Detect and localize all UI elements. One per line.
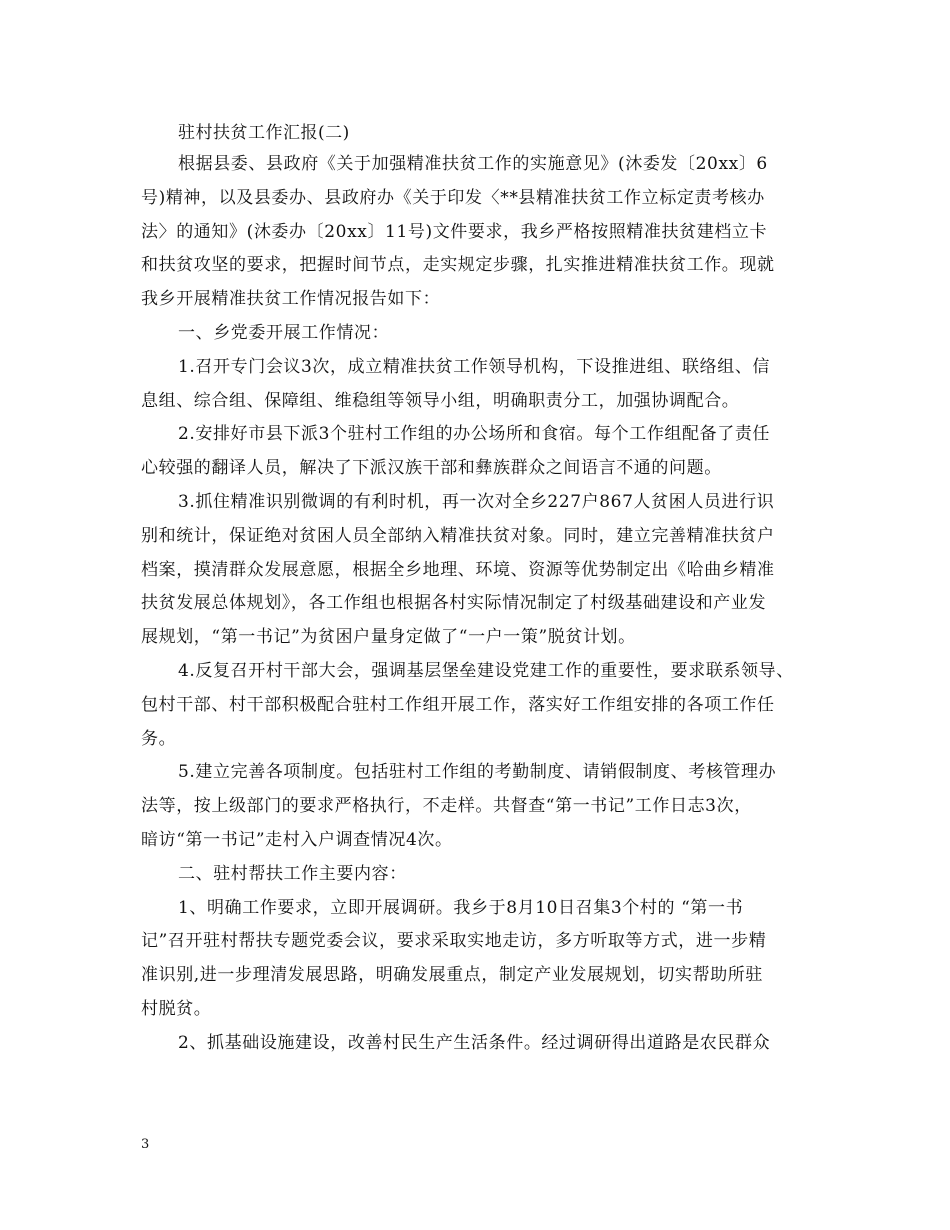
paragraph-line: 法等，按上级部门的要求严格执行，不走样。共督查“第一书记”工作日志3次， xyxy=(141,796,752,817)
paragraph-line: 法〉的通知》(沐委办〔20xx〕11号)文件要求，我乡严格按照精准扶贫建档立卡 xyxy=(141,221,768,242)
paragraph-line: 2.安排好市县下派3个驻村工作组的办公场所和食宿。每个工作组配备了责任 xyxy=(178,424,771,445)
paragraph-line: 3.抓住精准识别微调的有利时机，再一次对全乡227户867人贫困人员进行识 xyxy=(178,492,775,512)
paragraph-line: 记”召开驻村帮扶专题党委会议，要求采取实地走访，多方听取等方式，进一步精 xyxy=(141,931,767,952)
paragraph-line: 和扶贫攻坚的要求，把握时间节点，走实规定步骤，扎实推进精准扶贫工作。现就 xyxy=(141,255,775,276)
paragraph-line: 扶贫发展总体规划》，各工作组也根据各村实际情况制定了村级基础建设和产业发 xyxy=(141,593,767,614)
paragraph-line: 5.建立完善各项制度。包括驻村工作组的考勤制度、请销假制度、考核管理办 xyxy=(178,762,777,783)
paragraph-line: 4.反复召开村干部大会，强调基层堡垒建设党建工作的重要性，要求联系领导、 xyxy=(178,661,794,681)
page-number: 3 xyxy=(141,1137,150,1152)
paragraph-line: 号)精神，以及县委办、县政府办《关于印发〈**县精准扶贫工作立标定责考核办 xyxy=(141,187,765,208)
paragraph-line: 二、驻村帮扶工作主要内容： xyxy=(178,863,407,884)
paragraph-line: 村脱贫。 xyxy=(141,999,212,1019)
paragraph-line: 准识别,进一步理清发展思路，明确发展重点，制定产业发展规划，切实帮助所驻 xyxy=(141,965,764,986)
paragraph-line: 别和统计，保证绝对贫困人员全部纳入精准扶贫对象。同时，建立完善精准扶贫户 xyxy=(141,525,775,546)
document-title: 驻村扶贫工作汇报(二) xyxy=(178,123,350,143)
paragraph-line: 展规划，“第一书记”为贫困户量身定做了“一户一策”脱贫计划。 xyxy=(141,627,636,648)
paragraph-line: 1、明确工作要求，立即开展调研。我乡于8月10日召集3个村的 “第一书 xyxy=(178,897,744,918)
paragraph-line: 暗访“第一书记”走村入户调查情况4次。 xyxy=(141,830,453,850)
paragraph-line: 务。 xyxy=(141,728,177,749)
paragraph-line: 我乡开展精准扶贫工作情况报告如下： xyxy=(141,289,441,310)
paragraph-line: 心较强的翻译人员，解决了下派汉族干部和彝族群众之间语言不通的问题。 xyxy=(141,458,722,479)
paragraph-line: 息组、综合组、保障组、维稳组等领导小组，明确职责分工，加强协调配合。 xyxy=(141,390,740,411)
paragraph-line: 档案，摸清群众发展意愿，根据全乡地理、环境、资源等优势制定出《哈曲乡精准 xyxy=(141,559,775,580)
paragraph-line: 包村干部、村干部积极配合驻村工作组开展工作，落实好工作组安排的各项工作任 xyxy=(141,694,775,715)
paragraph-line: 1.召开专门会议3次，成立精准扶贫工作领导机构，下设推进组、联络组、信 xyxy=(178,356,771,377)
paragraph-line: 2、抓基础设施建设，改善村民生产生活条件。经过调研得出道路是农民群众 xyxy=(178,1032,771,1053)
paragraph-line: 根据县委、县政府《关于加强精准扶贫工作的实施意见》(沐委发〔20xx〕6 xyxy=(178,154,768,174)
paragraph-line: 一、乡党委开展工作情况： xyxy=(178,323,390,343)
